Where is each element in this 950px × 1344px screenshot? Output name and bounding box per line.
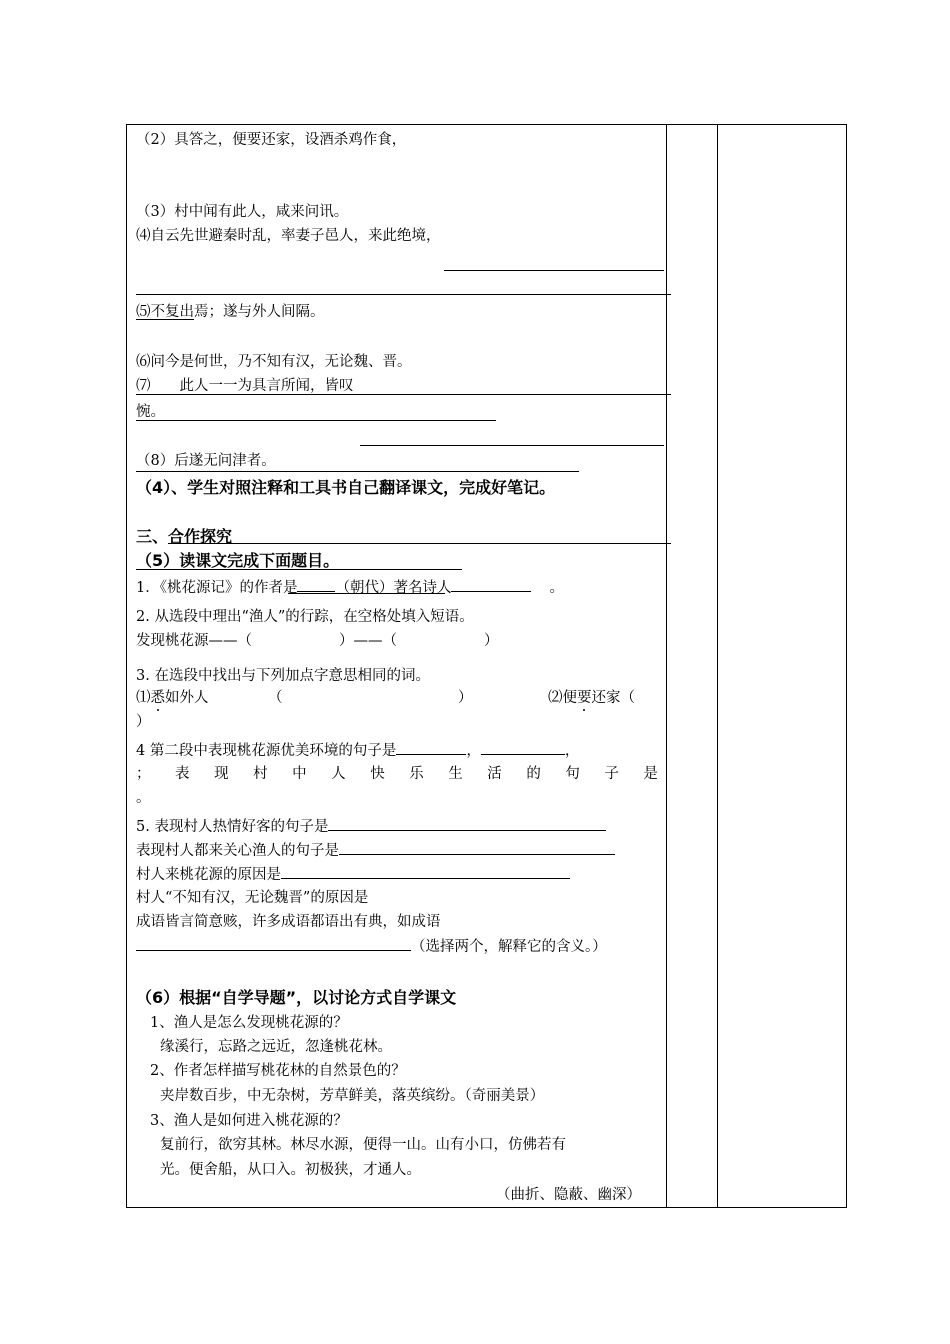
sentence-2 [136,130,406,150]
guide-answer-3: 复前行，欲穷其林。林尽水源，便得一山。山有小口，仿佛若有 [160,1137,566,1153]
sentence-7-end: 惋。 [136,404,165,420]
answer-line [444,270,664,271]
guide-note-3: （曲折、隐蔽、幽深） [496,1187,641,1203]
step-5-heading: （5）读课文完成下面题目。 [136,551,340,570]
dotted-char: 悉 [150,690,165,706]
question-3: 3. 在选段中找出与下列加点字意思相同的词。 [136,668,430,684]
answer-line [360,445,664,446]
blank-scenery-2[interactable] [481,740,565,755]
question-4: 4 第二段中表现桃花源优美环境的句子是 ， ， [136,740,579,761]
blank-idioms[interactable] [136,936,411,951]
guide-question-3: 3、渔人是如何进入桃花源的？ [150,1113,348,1129]
sentence-6: ⑹问今是何世，乃不知有汉，无论魏、晋。 [136,354,412,370]
sentence-7: ⑺ 此人一一为具言所闻，皆叹 [136,378,354,394]
answer-line [168,543,671,544]
guide-question-2: 2、作者怎样描写桃花林的自然景色的？ [150,1063,406,1079]
blank-dynasty[interactable] [297,577,335,592]
question-1: 1．《桃花源记》的作者是 （朝代）著名诗人 。 [136,577,564,598]
blank-reason[interactable] [281,864,570,879]
column-divider-2 [717,124,718,1208]
question-5d: 村人“不知有汉，无论魏晋”的原因是 [136,890,369,906]
guide-answer-1: 缘溪行，忘路之远近，忽逢桃花林。 [160,1039,392,1055]
question-3-close: ） [136,714,151,730]
sentence-2-text: （2）具答之，便要还家，设酒杀鸡作食， [136,132,407,148]
question-2: 2. 从选段中理出“渔人”的行踪，在空格处填入短语。 [136,609,474,625]
answer-line [136,294,671,295]
sentence-8: （8）后遂无问津者。 [136,453,276,469]
question-5c: 村人来桃花源的原因是 [136,864,570,885]
guide-answer-2: 夹岸数百步，中无杂树，芳草鲜美，落英缤纷。（奇丽美景） [160,1088,545,1104]
question-5e: 成语皆言简意赅，许多成语都语出有典，如成语 [136,914,441,930]
question-5b: 表现村人都来关心渔人的句子是 [136,840,615,861]
step-4-heading: （4）、学生对照注释和工具书自己翻译课文，完成好笔记。 [136,478,556,497]
step-6-heading: （6）根据“自学导题”，以讨论方式自学课文 [136,988,457,1007]
guide-answer-3-cont: 光。便舍船，从口入。初极狭，才通人。 [160,1162,421,1178]
question-4-end: 。 [136,790,151,806]
question-3-items: ⑴悉如外人 （ ） ⑵便要还家（ [136,690,635,706]
sentence-5: ⑸不复出焉；遂与外人间隔。 [136,304,325,320]
blank-scenery-1[interactable] [396,740,466,755]
blank-author[interactable] [451,577,531,592]
dotted-char: 要 [577,690,592,706]
question-5a: 5. 表现村人热情好客的句子是 [136,816,606,837]
section-3-heading: 三、合作探究 [136,527,233,546]
question-5f: （选择两个，解释它的含义。） [136,936,607,957]
answer-line [136,471,579,472]
sentence-3: （3）村中闻有此人，咸来问讯。 [136,204,349,220]
blank-hospitable[interactable] [328,816,606,831]
question-4-line-2: ； 表 现 村 中 人 快 乐 生 活 的 句 子 是 [136,766,658,782]
answer-line [136,420,496,421]
guide-question-1: 1、渔人是怎么发现桃花源的？ [150,1015,348,1031]
blank-concern[interactable] [339,840,615,855]
question-2-route: 发现桃花源——（ ）——（ ） [136,633,499,649]
sentence-4: ⑷自云先世避秦时乱，率妻子邑人，来此绝境， [136,228,441,244]
column-divider-1 [666,124,667,1208]
